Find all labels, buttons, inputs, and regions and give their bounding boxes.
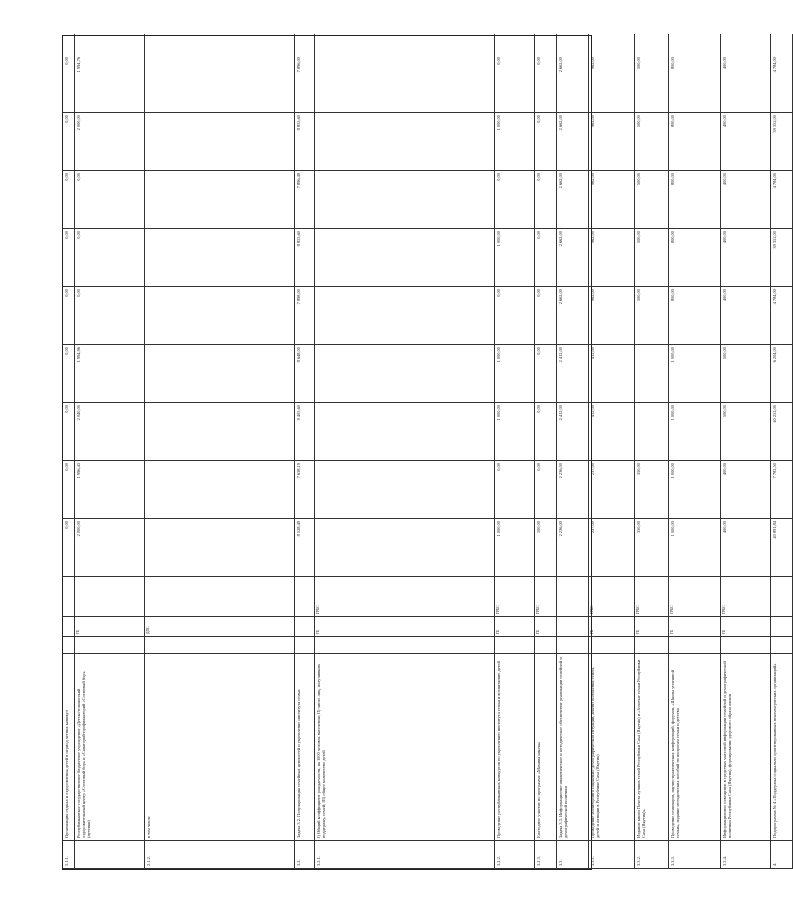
row-value: 1 000,00 [495,345,534,403]
row-value: 1 000,00 [669,519,720,577]
row-code-1: ГБ [535,617,556,637]
row-description: Задача 3.3. Информационно-аналитическое и методическое обеспечение реализации семейной и демографической политики [557,654,588,841]
row-value: 400,00 [721,519,770,577]
table-row [75,34,145,869]
row-code-1: ГБ [635,617,668,637]
row-code-1: ГБ [721,617,770,637]
row-code-1: ГБ [669,617,720,637]
row-code-2: ГРБС [315,577,494,617]
row-value: 100,00 [535,519,556,577]
row-description: Информационное освещение в средствах массовой информации семейной и демографической политики Республики Саха (Якутия), формирование здорового образа жизни [721,654,770,841]
row-value [315,171,494,229]
row-value: 0,00 [535,171,556,229]
row-number: 5.1.1. [63,841,74,869]
row-value [145,461,294,519]
row-indicator [557,637,588,654]
row-value: 400,00 [721,287,770,345]
row-value: 2 662,00 [557,55,588,113]
row-description: Проведение республиканских конкурсов по укреплению института семьи и воспитанию детей [495,654,534,841]
row-value: 1 000,00 [669,345,720,403]
row-value: 0,00 [535,113,556,171]
row-value: 237,00 [589,519,634,577]
row-value: 400,00 [721,461,770,519]
row-value [145,229,294,287]
row-value: 237,00 [589,461,634,519]
row-indicator [315,637,494,654]
row-value: 800,00 [669,113,720,171]
row-number: 3.3.3. [669,841,720,869]
row-value: 2 662,00 [557,171,588,229]
row-code-1 [557,617,588,637]
budget-table [62,35,777,870]
row-code-2 [75,577,144,617]
row-value: 962,00 [589,287,634,345]
row-value: 2 662,00 [557,287,588,345]
row-value: 2 236,00 [557,519,588,577]
row-indicator [145,637,294,654]
row-value: 1 000,00 [495,229,534,287]
row-value: 2 412,00 [557,403,588,461]
table-row [295,34,315,869]
row-value [315,345,494,403]
row-code-1: ГБ [75,617,144,637]
row-value: 6 204,00 [771,345,792,403]
table-row [145,34,295,869]
row-number: 3.2.3. [535,841,556,869]
row-number: 4. [771,841,792,869]
row-value: 1 996,43 [75,461,144,519]
row-value [315,229,494,287]
row-code-2 [63,577,74,617]
row-value [145,287,294,345]
row-description: в том числе [145,654,294,841]
row-description: Подпрограмма № 4 «Поддержка социально ориентированных некоммерческих организаций» [771,654,792,841]
row-number: 3.2.1. [315,841,494,869]
row-value: 0,00 [63,403,74,461]
row-value: 500,00 [635,229,668,287]
row-number: 3.2.2. [495,841,534,869]
row-value: 0,00 [63,55,74,113]
row-value: 962,00 [589,229,634,287]
row-value: 1 000,00 [669,403,720,461]
row-code-2: ГРБС [535,577,556,617]
row-value: 412,00 [589,403,634,461]
row-value: 8 648,00 [295,345,314,403]
row-code-2: ГРБС [589,577,634,617]
row-code-2 [557,577,588,617]
row-value: 0,00 [535,403,556,461]
row-value: 2 000,00 [75,519,144,577]
row-value: 0,00 [495,171,534,229]
row-value: 800,00 [669,55,720,113]
row-value: 0,00 [495,55,534,113]
row-value: 800,00 [669,287,720,345]
row-description: I) Общий коэффициент рождаемости, на 1000 человек населения; II) число лиц, получивших поддержку, семей; III) общее количество детей [315,654,494,841]
row-description: Организация отдыха и оздоровления детей в период летних каникул [63,654,74,841]
row-description: Задача 3.2. Популяризация семейных ценностей и укрепление института семьи [295,654,314,841]
row-value [145,171,294,229]
table-row [589,34,635,869]
row-value: 400,00 [721,55,770,113]
row-value: 1 994,76 [75,55,144,113]
row-description: Проведение семинаров, научно-практических конференций, форумов, «Школы успешной семьи», издание методических пособий по вопросам семьи и детства [669,654,720,841]
row-value: 412,00 [589,345,634,403]
row-code-2: ГРБС [721,577,770,617]
row-number [75,841,144,869]
row-value: 0,00 [535,345,556,403]
row-value: 400,00 [721,229,770,287]
row-code-2 [145,577,294,617]
row-value [635,345,668,403]
row-value: 400,00 [721,113,770,171]
row-indicator [669,637,720,654]
row-value: 4 784,00 [771,55,792,113]
table-row [495,34,535,869]
row-value: 0,00 [63,229,74,287]
row-value: 7 896,00 [295,55,314,113]
row-value: 40 252,00 [771,403,792,461]
row-value [315,519,494,577]
row-number: 3.2. [295,841,314,869]
row-number: 3.3. [557,841,588,869]
row-value: 500,00 [635,287,668,345]
row-value: 350,00 [635,519,668,577]
row-code-2 [771,577,792,617]
row-code-1: ГБ [315,617,494,637]
row-code-2: ГРБС [495,577,534,617]
row-value: 1 000,00 [495,403,534,461]
table-row [635,34,669,869]
row-value: 0,00 [75,171,144,229]
row-value: 4 784,00 [771,171,792,229]
table-row [63,34,75,869]
row-number: 2.1.2. [145,841,294,869]
row-value: 2 236,00 [557,461,588,519]
row-value: 962,00 [589,55,634,113]
row-code-2 [295,577,314,617]
row-value [315,113,494,171]
row-value: 500,00 [635,55,668,113]
row-number: 3.3.4. [721,841,770,869]
row-value [145,345,294,403]
row-value: 962,00 [589,113,634,171]
row-value: 40 891,84 [771,519,792,577]
row-value: 500,00 [721,345,770,403]
row-value: 0,00 [535,287,556,345]
row-value: 0,00 [75,287,144,345]
row-value: 0,00 [63,461,74,519]
row-description: Издание книги Почета лучших семей Республики Саха (Якутия) и «Золотые семьи Республики Саха (Якутия)» [635,654,668,841]
row-value: 7 898,00 [295,287,314,345]
row-indicator [771,637,792,654]
row-code-1 [771,617,792,637]
row-value: 2 000,00 [75,113,144,171]
row-value [145,519,294,577]
table-row [669,34,721,869]
row-value: 1 994,96 [75,345,144,403]
row-value: 9 405,60 [295,403,314,461]
row-value: 39 352,00 [771,113,792,171]
row-code-1 [295,617,314,637]
row-value: 39 352,00 [771,229,792,287]
row-indicator [63,637,74,654]
table-row [771,34,793,869]
row-indicator [295,637,314,654]
row-value [315,461,494,519]
row-value: 0,00 [495,287,534,345]
row-value: 2 662,00 [557,229,588,287]
row-value: 8 528,49 [295,519,314,577]
row-value: 1 000,00 [669,461,720,519]
row-value: 0,00 [63,113,74,171]
row-value: 8 855,60 [295,229,314,287]
row-number: 3.3.2. [635,841,668,869]
row-code-1: ДПС [145,617,294,637]
table-row [535,34,557,869]
row-value: 962,00 [589,171,634,229]
row-value: 2 040,00 [75,403,144,461]
row-value [145,55,294,113]
row-value: 7 896,49 [295,171,314,229]
row-value: 0,00 [495,461,534,519]
row-value: 1 000,00 [495,113,534,171]
row-value [315,287,494,345]
table-row [557,34,589,869]
row-value: 0,00 [535,229,556,287]
row-value [635,403,668,461]
row-code-2: ГРБС [635,577,668,617]
row-value: 0,00 [535,461,556,519]
row-value: 350,00 [635,461,668,519]
row-value: 4 784,00 [771,287,792,345]
row-indicator [721,637,770,654]
row-indicator [535,637,556,654]
row-value: 7 638,19 [295,461,314,519]
row-value: 0,00 [63,345,74,403]
row-value: 400,00 [721,171,770,229]
row-description: Республиканское государственное бюджетное учреждение «Детско-юношеский оздоровительный центр «Сосновый бор» и «Санаторий-профилакторий «Сосновый бор» (путевки) [75,654,144,841]
row-value [145,113,294,171]
row-value: 500,00 [721,403,770,461]
row-code-1: ГБ [589,617,634,637]
row-value: 8 855,60 [295,113,314,171]
row-value: 0,00 [63,287,74,345]
row-number: 3.3.1. [589,841,634,869]
row-value [145,403,294,461]
row-description: Проведение мониторинга социально-демографической ситуации, анализ положения семей, детей и женщин в Республике Саха (Якутия) [589,654,634,841]
row-value: 1 000,00 [495,519,534,577]
row-value: 2 412,00 [557,345,588,403]
table-row [315,34,495,869]
row-code-1: ГБ [495,617,534,637]
row-value: 0,00 [535,55,556,113]
row-indicator [495,637,534,654]
row-indicator [589,637,634,654]
row-value: 500,00 [635,113,668,171]
row-value: 500,00 [635,171,668,229]
row-value [315,403,494,461]
table-row [721,34,771,869]
row-code-2: ГРБС [669,577,720,617]
row-description: Ежегодное участие по программе «Мамина школа» [535,654,556,841]
row-value [315,55,494,113]
row-indicator [75,637,144,654]
row-value: 800,00 [669,171,720,229]
row-value: 800,00 [669,229,720,287]
row-value: 0,00 [63,519,74,577]
row-value: 7 782,50 [771,461,792,519]
row-value: 2 662,00 [557,113,588,171]
row-value: 0,00 [63,171,74,229]
row-indicator [635,637,668,654]
row-code-1 [63,617,74,637]
row-value: 0,00 [75,229,144,287]
